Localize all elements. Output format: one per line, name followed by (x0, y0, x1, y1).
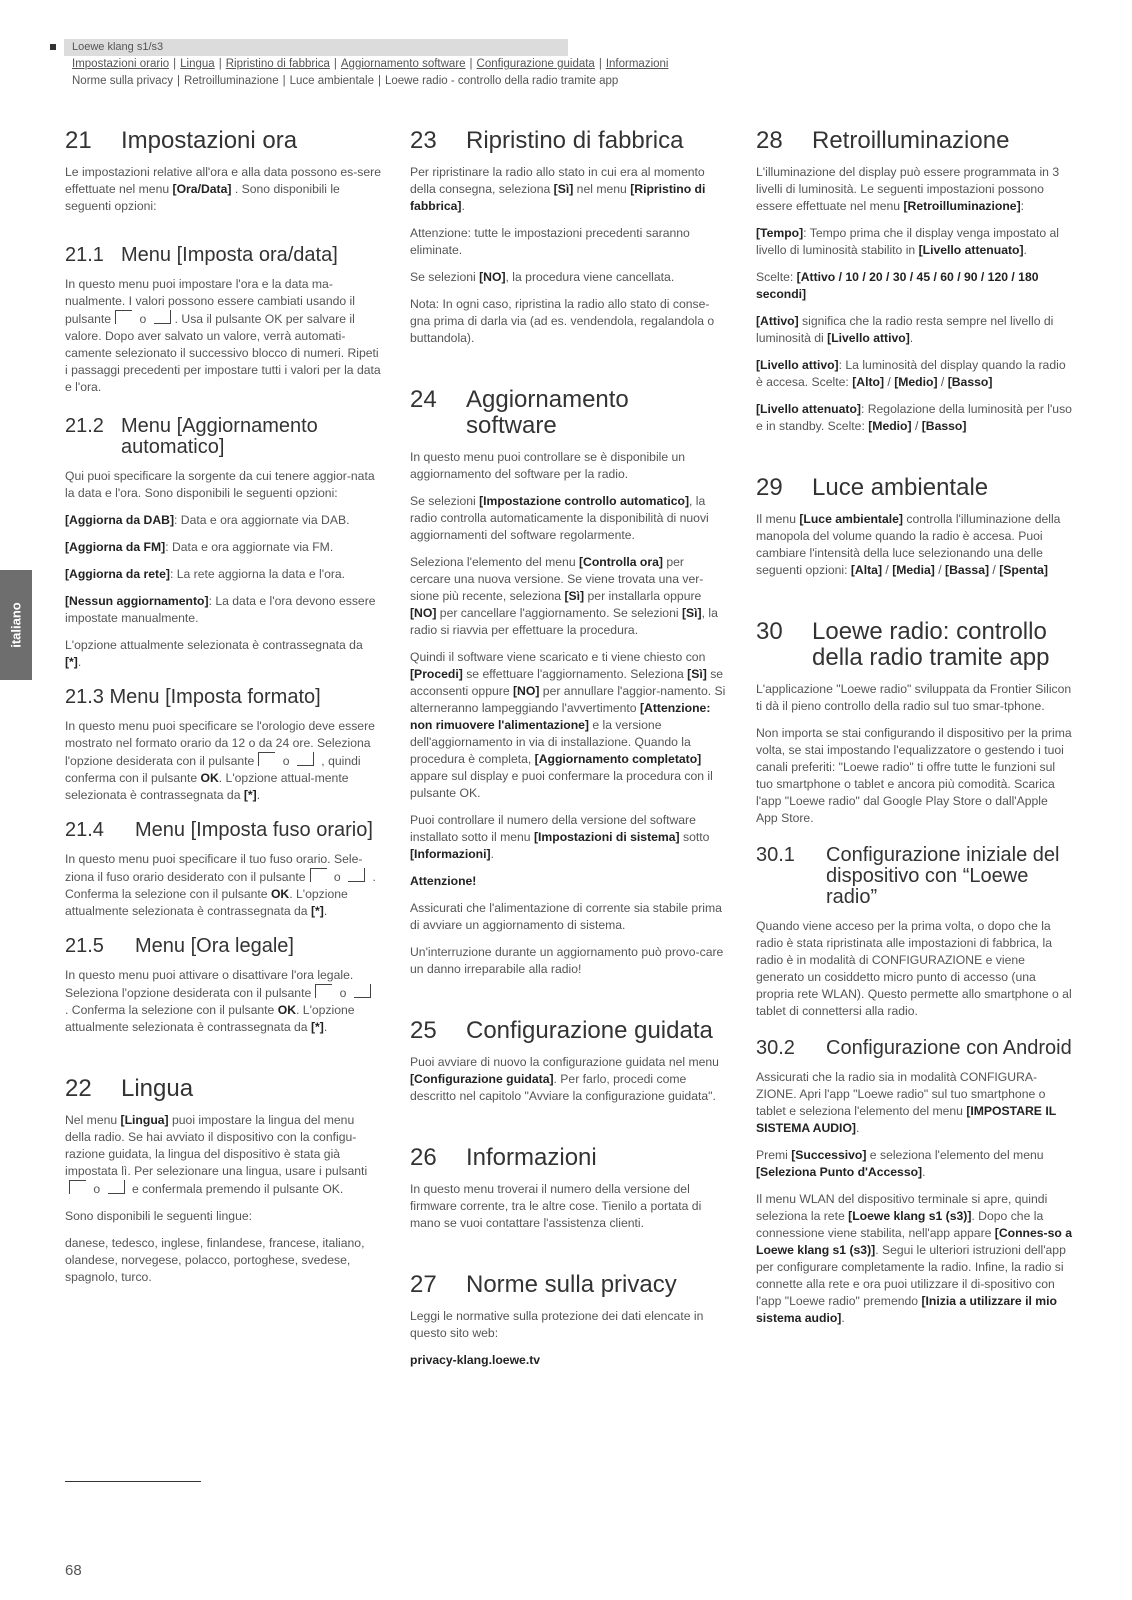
section-30-1-title: 30.1 Configurazione iniziale del dispositivo con “Loewe radio” (756, 844, 1060, 908)
nav-link-loewe-radio[interactable]: Loewe radio - controllo della radio tramite app (385, 75, 619, 87)
header-bullet (50, 44, 56, 50)
section-21-5-title: 21.5 Menu [Ora legale] (65, 935, 294, 957)
section-30-2-text-1: Assicurati che la radio sia in modalità CONFIGURA-ZIONE. Apri l'app "Loewe radio" sul tuo smartphone o tablet e seleziona l'elemento del menu [IMPOSTARE IL SISTEMA AUDIO]. (756, 1070, 1056, 1135)
nav-link-ripristino[interactable]: Ripristino di fabbrica (225, 58, 330, 70)
language-side-tab-label: italiano (8, 602, 24, 648)
section-23-text-1: Per ripristinare la radio allo stato in cui era al momento della consegna, seleziona [Sì] nel menu [Ripristino di fabbrica]. (410, 165, 706, 213)
nav-link-lingua[interactable]: Lingua (180, 58, 215, 70)
nav-link-privacy[interactable]: Norme sulla privacy (72, 75, 173, 87)
section-23-text-2: Attenzione: tutte le impostazioni precedenti saranno eliminate. (410, 226, 690, 257)
up-button-icon (69, 1180, 86, 1194)
header-product-bar (64, 39, 568, 56)
section-25-text: Puoi avviare di nuovo la configurazione guidata nel menu [Configurazione guidata]. Per farlo, procedi come descritto nel capitolo "Avviare la configurazione guidata". (410, 1055, 719, 1103)
option-aggiorna-dab: [Aggiorna da DAB]: Data e ora aggiornate via DAB. (65, 513, 350, 527)
header-product: Loewe klang s1/s3 (72, 41, 164, 53)
section-24-text-5: Puoi controllare il numero della versione del software installato sotto il menu [Impostazioni di sistema] sotto [Informazioni]. (410, 813, 710, 861)
section-24-warning-1: Assicurati che l'alimentazione di corrente sia stabile prima di avviare un aggiornamento di sistema. (410, 901, 722, 932)
page-number: 68 (65, 1562, 82, 1579)
section-21-1-text: In questo menu puoi impostare l'ora e la data ma-nualmente. I valori possono essere cambiati usando il pulsante o . Usa il pulsante OK per salvare il valore. Dopo aver salvato un valore, verrà automati-camente selezionato il successivo blocco di numeri. Ripeti i passaggi precedenti per impostare tutti i valori per la data e l'ora. (65, 277, 381, 394)
section-28-text-4: [Attivo] significa che la radio resta sempre nel livello di luminosità di [Livello attivo]. (756, 314, 1054, 345)
nav-link-configurazione[interactable]: Configurazione guidata (476, 58, 595, 70)
section-25-title: 25 Configurazione guidata (410, 1017, 713, 1044)
nav-link-informazioni[interactable]: Informazioni (605, 58, 669, 70)
down-button-icon (108, 1180, 125, 1194)
down-button-icon (348, 868, 365, 882)
section-23-text-4: Nota: In ogni caso, ripristina la radio allo stato di conse-gna prima di darla via (ad es. vendendola, regalandola o buttandola). (410, 297, 715, 345)
section-28-text-3: Scelte: [Attivo / 10 / 20 / 30 / 45 / 60 / 90 / 120 / 180 secondi] (756, 270, 1039, 301)
option-nessun-aggiornamento: [Nessun aggiornamento]: La data e l'ora devono essere impostate manualmente. (65, 594, 376, 625)
down-button-icon (297, 752, 314, 766)
section-21-text: Le impostazioni relative all'ora e alla data possono es-sere effettuate nel menu [Ora/Data] . Sono disponibili le seguenti opzioni: (65, 165, 381, 213)
section-30-text-2: Non importa se stai configurando il dispositivo per la prima volta, se stai impostando l'equalizzatore o gestendo i tuoi canali preferiti: "Loewe radio" ti offre tutte le funzioni sul tuo smartphone o tablet e ancora più comodità. Scarica l'app "Loewe radio" dal Google Play Store o dall'Apple App Store. (756, 726, 1072, 825)
section-24-title: 24 Aggiornamento software (410, 386, 629, 439)
section-30-2-title: 30.2 Configurazione con Android (756, 1037, 1072, 1059)
section-24-warning-2: Un'interruzione durante un aggiornamento può provo-care un danno irreparabile alla radio! (410, 945, 724, 976)
section-28-text-6: [Livello attenuato]: Regolazione della luminosità per l'uso e in standby. Scelte: [Medio] / [Basso] (756, 402, 1072, 433)
up-button-icon (310, 868, 327, 882)
footnote-divider (65, 1481, 201, 1482)
section-30-1-text: Quando viene acceso per la prima volta, o dopo che la radio è stata ripristinata alle impostazioni di fabbrica, la radio è in modalità di CONFIGURAZIONE e viene generato un cosiddetto micro punto di accesso (una propria rete WLAN). Questo permette allo smartphone o al tablet di connettersi alla radio. (756, 919, 1072, 1018)
section-21-5-text: In questo menu puoi attivare o disattivare l'ora legale. Seleziona l'opzione desiderata con il pulsante o . Conferma la selezione con il pulsante OK. L'opzione attualmente selezionata è contrassegnata da [*]. (65, 967, 381, 1036)
section-26-title: 26 Informazioni (410, 1144, 597, 1171)
nav-link-luce-ambientale[interactable]: Luce ambientale (289, 75, 374, 87)
up-button-icon (258, 752, 275, 766)
section-28-text-1: L'illuminazione del display può essere programmata in 3 livelli di luminosità. Le seguenti impostazioni possono essere effettuate nel menu [Retroilluminazione]: (756, 165, 1060, 213)
section-21-4-title: 21.4 Menu [Imposta fuso orario] (65, 819, 373, 841)
section-22-text: Nel menu [Lingua] puoi impostare la lingua del menu della radio. Se hai avviato il dispositivo con la configu-razione guidata, la lingua del dispositivo è stata già impostata lì. Per selezionare una lingua, usare i pulsanti o e confermala premendo il pulsante OK. (65, 1113, 368, 1196)
section-22-title: 22 Lingua (65, 1075, 194, 1102)
section-30-text-1: L'applicazione "Loewe radio" sviluppata da Frontier Silicon ti dà il pieno controllo della radio sul tuo smar-tphone. (756, 682, 1072, 713)
section-24-text-3: Seleziona l'elemento del menu [Controlla ora] per cercare una nuova versione. Se viene trovata una ver-sione più recente, seleziona [Sì] per installarla oppure [NO] per cancellare l'aggiornamento. Se selezioni [Sì], la radio si riavvia per effettuare la procedura. (410, 555, 718, 637)
down-button-icon (154, 310, 171, 324)
section-23-title: 23 Ripristino di fabbrica (410, 127, 684, 154)
section-22-languages-intro: Sono disponibili le seguenti lingue: (65, 1209, 253, 1223)
section-27-title: 27 Norme sulla privacy (410, 1271, 677, 1298)
section-21-title: 21 Impostazioni ora (65, 127, 298, 154)
section-28-text-5: [Livello attivo]: La luminosità del display quando la radio è accesa. Scelte: [Alto] / [Medio] / [Basso] (756, 358, 1066, 389)
column-1 (65, 128, 381, 1296)
section-24-text-4: Quindi il software viene scaricato e ti viene chiesto con [Procedi] se effettuare l'aggiornamento. Seleziona [Sì] se acconsenti oppure [NO] per annullare l'aggior-namento. Si alterneranno lampeggiando l'avvertimento [Attenzione: non rimuovere l'alimentazione] e la versione dell'aggiornamento in via di installazione. Quando la procedura è completa, [Aggiornamento completato] appare sul display e puoi confermare la procedura con il pulsante OK. (410, 650, 726, 800)
section-24-text-2: Se selezioni [Impostazione controllo automatico], la radio controlla automaticamente la disponibilità di nuovi aggiornamenti del software regolarmente. (410, 494, 709, 542)
section-30-2-text-2: Premi [Successivo] e seleziona l'elemento del menu [Seleziona Punto d'Accesso]. (756, 1148, 1044, 1179)
section-21-1-title: 21.1 Menu [Imposta ora/data] (65, 244, 338, 266)
up-button-icon (115, 310, 132, 324)
section-27-text: Leggi le normative sulla protezione dei dati elencate in questo sito web: (410, 1309, 704, 1340)
down-button-icon (354, 984, 371, 998)
up-button-icon (315, 984, 332, 998)
section-29-text: Il menu [Luce ambientale] controlla l'illuminazione della manopola del volume quando la radio è accesa. Puoi cambiare l'intensità della luce selezionando una delle seguenti opzioni: [Alta] / [Media] / [Bassa] / [Spenta] (756, 512, 1061, 577)
section-24-warning-title: Attenzione! (410, 874, 477, 888)
section-29-title: 29 Luce ambientale (756, 474, 989, 501)
section-21-3-title: 21.3 Menu [Imposta formato] (65, 686, 321, 708)
section-22-languages-list: danese, tedesco, inglese, finlandese, francese, italiano, olandese, norvegese, polacco, portoghese, svedese, spagnolo, turco. (65, 1236, 365, 1284)
column-3 (756, 128, 1072, 1337)
nav-link-retroilluminazione[interactable]: Retroilluminazione (183, 75, 279, 87)
section-21-2-title: 21.2 Menu [Aggiornamento automatico] (65, 415, 318, 458)
header-nav-line-1: Impostazioni orario | Lingua | Ripristino di fabbrica | Aggiornamento software | Configurazione guidata | Informazioni (72, 58, 669, 70)
section-23-text-3: Se selezioni [NO], la procedura viene cancellata. (410, 270, 675, 284)
section-21-2-text: Qui puoi specificare la sorgente da cui tenere aggior-nata la data e l'ora. Sono disponibili le seguenti opzioni: (65, 469, 375, 500)
language-side-tab (0, 570, 32, 680)
section-26-text: In questo menu troverai il numero della versione del firmware corrente, tra le altre cose. Tienilo a portata di mano se vuoi contattare l'assistenza clienti. (410, 1182, 702, 1230)
option-aggiorna-rete: [Aggiorna da rete]: La rete aggiorna la data e l'ora. (65, 567, 346, 581)
header-nav-line-2: Norme sulla privacy | Retroilluminazione | Luce ambientale | Loewe radio - controllo della radio tramite app (72, 75, 619, 87)
nav-link-impostazioni-orario[interactable]: Impostazioni orario (72, 58, 170, 70)
option-aggiorna-fm: [Aggiorna da FM]: Data e ora aggiornate via FM. (65, 540, 334, 554)
section-30-2-text-3: Il menu WLAN del dispositivo terminale si apre, quindi seleziona la rete [Loewe klang s1 (s3)]. Dopo che la connessione viene stabilita, nell'app appare [Connes-so a Loewe klang s1 (s3)]. Segui le ulteriori istruzioni dell'app per configurare completamente la radio. Infine, la radio si connette alla rete e ora puoi utilizzare il di-spositivo con l'app "Loewe radio" premendo [Inizia a utilizzare il mio sistema audio]. (756, 1192, 1072, 1325)
section-28-text-2: [Tempo]: Tempo prima che il display venga impostato al livello di luminosità stabilito in [Livello attenuato]. (756, 226, 1060, 257)
section-24-text-1: In questo menu puoi controllare se è disponibile un aggiornamento del software per la radio. (410, 450, 686, 481)
section-21-3-text: In questo menu puoi specificare se l'orologio deve essere mostrato nel formato orario da 12 o da 24 ore. Seleziona l'opzione desiderata con il pulsante o , quindi conferma con il pulsante OK. L'opzione attual-mente selezionata è contrassegnata da [*]. (65, 719, 375, 802)
section-28-title: 28 Retroilluminazione (756, 127, 1010, 154)
section-21-4-text: In questo menu puoi specificare il tuo fuso orario. Sele-ziona il fuso orario desiderato con il pulsante o . Conferma la selezione con il pulsante OK. L'opzione attualmente selezionata è contrassegnata da [*]. (65, 852, 376, 918)
privacy-link[interactable]: privacy-klang.loewe.tv (410, 1353, 541, 1367)
section-21-2-note: L'opzione attualmente selezionata è contrassegnata da [*]. (65, 638, 363, 669)
section-30-title: 30 Loewe radio: controllo della radio tramite app (756, 618, 1050, 671)
nav-link-aggiornamento[interactable]: Aggiornamento software (340, 58, 466, 70)
column-2 (410, 128, 726, 1379)
